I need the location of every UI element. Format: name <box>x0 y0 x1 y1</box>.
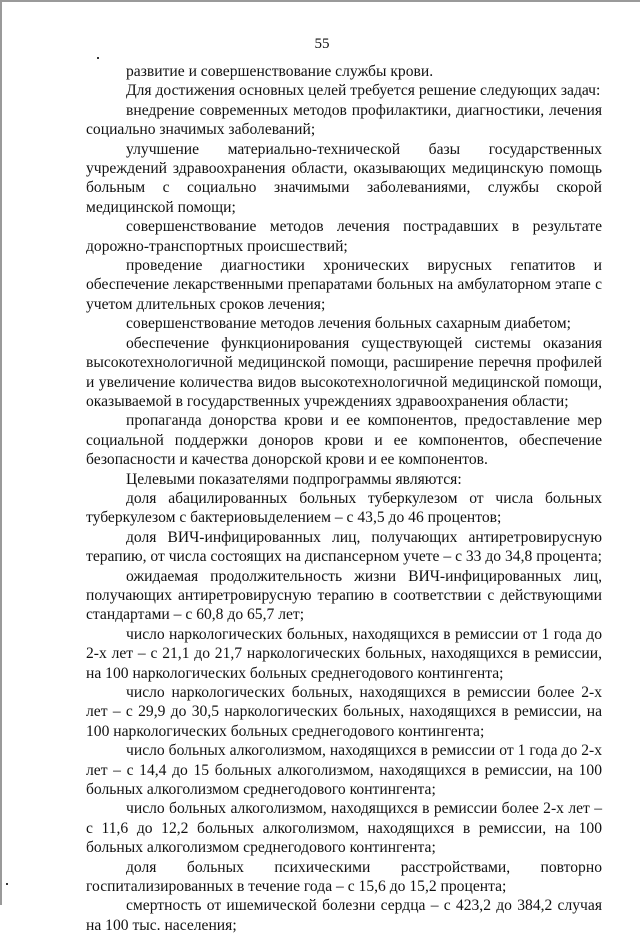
scan-speck <box>6 883 8 885</box>
paragraph: смертность от ишемической болезни сердца – с 423,2 до 384,2 случая на 100 тыс. населения; <box>86 897 602 934</box>
paragraph: число больных алкоголизмом, находящихся в ремиссии от 1 года до 2-х лет – с 14,4 до 15 больных алкоголизмом, находящихся в ремиссии, на 100 больных алкоголизмом среднегодового контингента; <box>86 742 602 799</box>
paragraph: улучшение материально-технической базы государственных учреждений здравоохранения области, оказывающих медицинскую помощь больным с социально значимыми заболеваниями, службы скорой медицинской помощи; <box>86 140 602 216</box>
paragraph: развитие и совершенствование службы крови. <box>126 63 434 80</box>
page-number: 55 <box>314 36 330 52</box>
paragraph: пропаганда донорства крови и ее компонентов, предоставление мер социальной поддержки доноров крови и ее компонентов, обеспечение безопасности и качества донорской крови и ее компонентов. <box>86 412 602 469</box>
paragraph: доля больных психическими расстройствами, повторно госпитализированных в течение года – с 15,6 до 15,2 процента; <box>86 858 602 896</box>
paragraph: ожидаемая продолжительность жизни ВИЧ-инфицированных лиц, получающих антиретровирусную терапию в соответствии с действующими стандартами – с 60,8 до 65,7 лет; <box>86 567 602 624</box>
paragraph: обеспечение функционирования существующей системы оказания высокотехнологичной медицинской помощи, расширение перечня профилей и увеличение количества видов высокотехнологичной медицинской помощи, оказываемой в государственных учреждениях здравоохранения области; <box>86 334 602 410</box>
paragraph: проведение диагностики хронических вирусных гепатитов и обеспечение лекарственными препаратами больных на амбулаторном этапе с учетом длительных сроков лечения; <box>86 257 602 313</box>
document-body <box>86 62 602 935</box>
paragraph: число наркологических больных, находящихся в ремиссии более 2-х лет – с 29,9 до 30,5 наркологических больных, находящихся в ремиссии, на 100 наркологических больных среднегодового контингента; <box>86 684 602 740</box>
paragraph: доля абацилированных больных туберкулезом от числа больных туберкулезом с бактериовыделением – с 43,5 до 46 процентов; <box>86 489 602 527</box>
paragraph: число наркологических больных, находящихся в ремиссии от 1 года до 2-х лет – с 21,1 до 21,7 наркологических больных, находящихся в ремиссии, на 100 наркологических больных среднегодового контингента; <box>86 625 602 682</box>
scan-speck <box>97 57 99 59</box>
paragraph: совершенствование методов лечения больных сахарным диабетом; <box>126 315 571 333</box>
paragraph: внедрение современных методов профилактики, диагностики, лечения социально значимых заболеваний; <box>86 101 602 139</box>
paragraph: совершенствование методов лечения пострадавших в результате дорожно-транспортных происшествий; <box>86 218 602 255</box>
paragraph: доля ВИЧ-инфицированных лиц, получающих антиретровирусную терапию, от числа состоящих на диспансерном учете – с 33 до 34,8 процента; <box>86 528 603 566</box>
paragraph: число больных алкоголизмом, находящихся в ремиссии более 2-х лет – с 11,6 до 12,2 больных алкоголизмом, находящихся в ремиссии, на 100 больных алкоголизмом среднегодового контингента; <box>86 800 602 857</box>
paragraph: Для достижения основных целей требуется решение следующих задач: <box>126 82 601 100</box>
paragraph: Целевыми показателями подпрограммы являются: <box>126 470 462 488</box>
